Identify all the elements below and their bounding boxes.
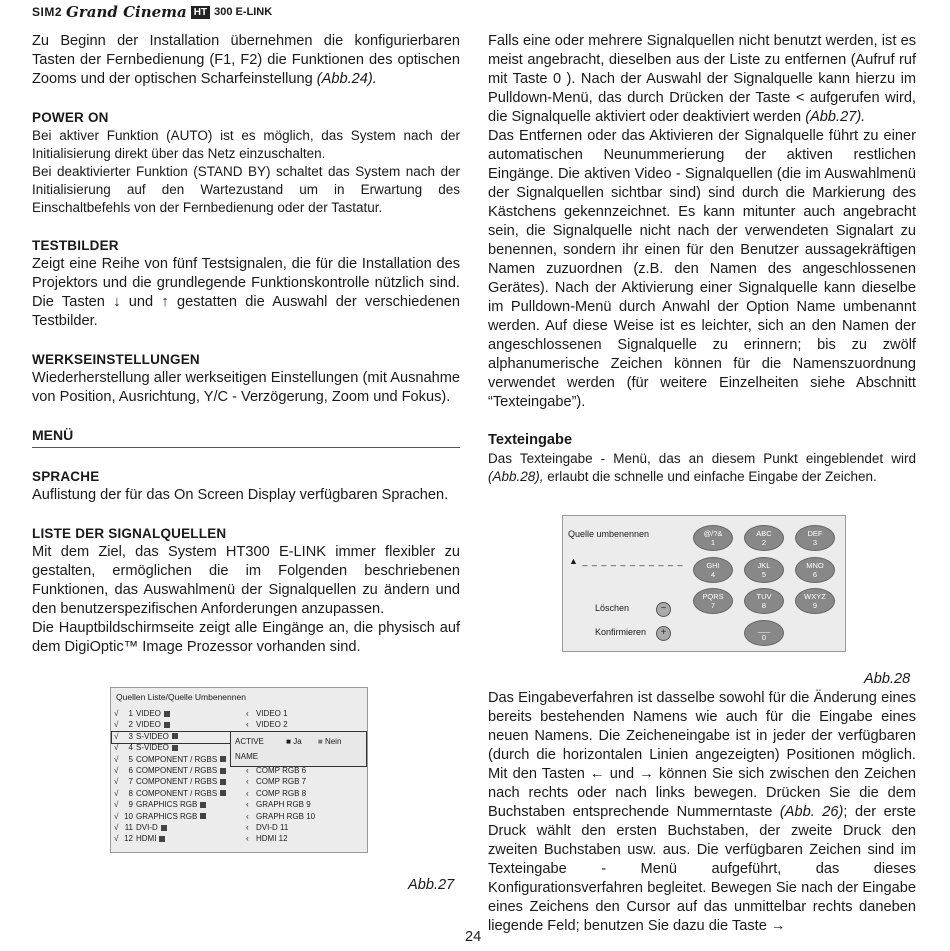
keypad-key-letters: TUV	[756, 592, 772, 601]
fig27-row-number: 12	[124, 834, 133, 844]
fig28-konfirmieren-label: Konfirmieren	[595, 627, 647, 637]
liste-heading: LISTE DER SIGNALQUELLEN	[32, 526, 227, 541]
input-number-icon	[220, 756, 226, 762]
input-number-icon	[220, 779, 226, 785]
page-header	[32, 4, 272, 20]
checkmark-icon: √	[114, 766, 119, 775]
fig27-row-number: 1	[128, 709, 133, 718]
keypad-key-letters: GHI	[706, 561, 720, 570]
keypad-key-5	[744, 557, 784, 583]
keypad-key-number: 9	[812, 601, 818, 610]
fig27-row-number: 4	[128, 743, 133, 753]
input-number-icon	[200, 802, 206, 808]
checkmark-icon: √	[114, 788, 119, 798]
keypad-key-number: 5	[761, 570, 767, 579]
fig27-popup-active-row: ACTIVE ■ Ja ■ Nein	[235, 737, 342, 746]
brand-sim2: SIM2	[32, 5, 63, 19]
chevron-left-icon: ‹	[246, 788, 249, 798]
left-column	[32, 32, 460, 657]
keypad-key-letters: ABC	[756, 529, 772, 538]
chevron-left-icon: ‹	[246, 811, 249, 821]
right-column	[488, 32, 916, 486]
fig28-dashes: ▲ _ _ _ _ _ _ _ _ _ _ _	[569, 556, 684, 566]
fig27-source-row	[114, 742, 178, 753]
input-number-icon	[161, 825, 167, 831]
fig27-row-number: 8	[128, 788, 133, 798]
fig27-name-text: COMP RGB 7	[256, 777, 307, 787]
chevron-left-icon: ‹	[246, 800, 249, 810]
sprache-paragraph: Auflistung der für das On Screen Display verfügbaren Sprachen.	[32, 487, 449, 503]
checkmark-icon: √	[114, 811, 119, 821]
keypad-key-1	[693, 525, 733, 551]
fig27-row-number: 5	[128, 754, 133, 764]
fig28-minus-icon: −	[656, 602, 671, 617]
testbilder-paragraph: Zeigt eine Reihe von fünf Testsignalen, die für die Installation des Projektors und die grundlegende Funktionskontrolle nützlich sind. Die Tasten ↓ und ↑ gestatten die Auswahl der verschiedenen Testbilder.	[32, 256, 460, 329]
fig27-source-row	[114, 788, 226, 799]
fig27-source-row	[114, 799, 206, 810]
figure-28-text-entry	[562, 515, 846, 652]
texteingabe-paragraph: Das Texteingabe - Menü, das an diesem Punkt eingeblendet wird (Abb.28), erlaubt die schnelle und einfache Eingabe der Zeichen.	[488, 451, 916, 484]
keypad-key-6	[795, 557, 835, 583]
fig27-source-row	[114, 811, 206, 822]
fig28-loeschen-label: Löschen	[595, 603, 630, 613]
input-number-icon	[164, 722, 170, 728]
fig27-name-row	[246, 833, 288, 844]
fig27-name-text: COMP RGB 6	[256, 766, 307, 775]
keypad-key-number: 1	[710, 538, 716, 547]
testbilder-heading: TESTBILDER	[32, 238, 119, 253]
keypad-key-8	[744, 588, 784, 614]
fig27-source-row	[114, 776, 226, 787]
fig27-row-label: VIDEO	[136, 720, 161, 730]
keypad-key-letters: PQRS	[702, 592, 724, 601]
fig27-name-row	[246, 822, 288, 833]
werkseinstellungen-heading: WERKSEINSTELLUNGEN	[32, 352, 200, 367]
keypad-key-0	[744, 620, 784, 646]
keypad-key-letters: ___	[757, 624, 771, 633]
fig27-name-row	[246, 719, 288, 730]
keypad-key-letters: JKL	[757, 561, 771, 570]
fig27-row-label: HDMI	[136, 834, 157, 844]
fig27-name-text: COMP RGB 8	[256, 788, 307, 798]
checkmark-icon: √	[114, 834, 119, 844]
page-number: 24	[465, 929, 482, 945]
checkmark-icon: √	[114, 731, 119, 741]
fig27-row-number: 6	[128, 766, 133, 775]
menu-heading: MENÜ	[32, 426, 460, 448]
fig27-source-row	[114, 822, 167, 833]
fig28-caption: Abb.28	[864, 671, 911, 687]
fig27-name-text: GRAPH RGB 9	[256, 800, 311, 810]
intro-paragraph: Zu Beginn der Installation übernehmen die konfigurierbaren Tasten der Fernbedienung (F1, F2) die Funktionen des optischen Zooms und der optischen Scharfeinstellung (Abb.24).	[32, 33, 460, 87]
brand-model: 300 E-LINK	[214, 6, 273, 18]
checkmark-icon: √	[114, 743, 119, 753]
keypad-key-letters: @/?&	[703, 529, 723, 538]
checkmark-icon: √	[114, 720, 119, 730]
texteingabe-heading: Texteingabe	[488, 432, 573, 448]
right-p1: Falls eine oder mehrere Signalquellen nicht benutzt werden, ist es meist angebracht, dieselben aus der Liste zu entfernen (Aufruf ruf mit Taste 0 ). Nach der Auswahl der Signalquelle kann hierzu im Pulldown-Menü, das durch Drücken der Taste < aufgerufen wird, die Signalquelle aktiviert oder deaktiviert werden (Abb.27).	[488, 33, 916, 125]
fig27-row-number: 3	[128, 731, 133, 741]
brand-grand-cinema: Grand Cinema	[66, 3, 187, 21]
keypad-key-7	[693, 588, 733, 614]
fig27-popup-name-row: NAME	[235, 752, 259, 761]
fig27-source-row	[114, 754, 226, 765]
sprache-heading: SPRACHE	[32, 469, 100, 484]
checkmark-icon: √	[114, 823, 119, 832]
fig27-row-number: 2	[128, 720, 133, 730]
keypad-key-number: 4	[710, 570, 716, 579]
keypad-key-number: 6	[812, 570, 818, 579]
keypad-key-9	[795, 588, 835, 614]
fig27-name-row	[246, 708, 288, 719]
chevron-left-icon: ‹	[246, 709, 249, 718]
fig27-row-label: COMPONENT / RGBS	[136, 754, 218, 764]
keypad-key-letters: WXYZ	[804, 592, 826, 601]
fig27-row-label: GRAPHICS RGB	[136, 800, 198, 810]
input-number-icon	[172, 745, 178, 751]
input-number-icon	[164, 711, 170, 717]
checkmark-icon: √	[114, 777, 119, 787]
fig27-row-number: 11	[124, 823, 133, 832]
liste-p2: Die Hauptbildschirmseite zeigt alle Eingänge an, die physisch auf dem DigiOptic™ Image Prozessor vorhanden sind.	[32, 620, 460, 655]
figure-27-source-list	[110, 687, 368, 853]
power-on-p1: Bei aktiver Funktion (AUTO) ist es möglich, das System nach der Initialisierung direkt über das Netz einzuschalten.	[32, 128, 460, 161]
input-number-icon	[220, 790, 226, 796]
fig27-row-number: 10	[124, 811, 133, 821]
chevron-left-icon: ‹	[246, 766, 249, 775]
chevron-left-icon: ‹	[246, 777, 249, 787]
right-column-lower	[488, 689, 916, 936]
keypad-key-number: 0	[761, 633, 767, 642]
fig27-name-text: GRAPH RGB 10	[256, 811, 316, 821]
fig27-name-row	[246, 799, 311, 810]
fig28-title: Quelle umbenennen	[568, 529, 650, 539]
fig27-row-label: S-VIDEO	[136, 731, 169, 741]
fig28-plus-icon: +	[656, 626, 671, 641]
input-number-icon	[200, 813, 206, 819]
werkseinstellungen-paragraph: Wiederherstellung aller werkseitigen Einstellungen (mit Ausnahme von Position, Ausrichtung, Y/C - Verzögerung, Zoom und Fokus).	[32, 370, 460, 405]
fig27-row-label: COMPONENT / RGBS	[136, 788, 218, 798]
liste-p1: Mit dem Ziel, das System HT300 E-LINK immer flexibler zu gestalten, ermöglichen die im Folgenden beschriebenen Funktionen, das Auswahlmenü der Signalquellen zu ändern und den benutzerspezifischen Anforderungen anzupassen.	[32, 544, 460, 617]
fig27-row-label: COMPONENT / RGBS	[136, 766, 218, 775]
fig27-title: Quellen Liste/Quelle Umbenennen	[116, 692, 246, 702]
fig27-row-label: COMPONENT / RGBS	[136, 777, 218, 787]
fig27-source-row	[114, 731, 178, 742]
input-number-icon	[220, 768, 226, 774]
fig27-row-number: 9	[128, 800, 133, 810]
fig27-row-number: 7	[128, 777, 133, 787]
right-p2: Das Entfernen oder das Aktivieren der Signalquelle führt zu einer automatischen Neunummerierung der aktiven restlichen Eingänge. Die aktiven Video - Signalquellen (die im Auswahlmenü der Signalquellen sichtbar sind) sind durch die Markierung des Kästchens gekennzeichnet. Es kann mitunter auch angebracht sein, die Signalquelle nicht nach der verwendeten Signalart zu benennen, sondern ihr einen für den Benutzer aussagekräftigen Namen zuzuordnen (z.B. den Namen des angeschlossenen Gerätes). Nach der Aktivierung einer Signalquelle kann dieselbe im Pulldown-Menü durch Anwahl der Option Name umbenannt werden. Auf diese Weise ist es leichter, sich an den Namen der angeschlossenen Signalquelle zu erinnern; bis zu zwölf alphanumerische Zeichen können für die Namenszuordnung verwendet werden (für weitere Einzelheiten siehe Abschnitt “Texteingabe”).	[488, 128, 916, 410]
fig27-name-text: HDMI 12	[256, 834, 288, 844]
keypad-key-number: 3	[812, 538, 818, 547]
fig27-row-label: VIDEO	[136, 709, 161, 718]
keypad-key-number: 8	[761, 601, 767, 610]
fig27-name-text: DVI-D 11	[256, 823, 289, 832]
keypad-key-letters: DEF	[807, 529, 823, 538]
fig27-source-row	[114, 833, 165, 844]
fig27-source-row	[114, 765, 226, 776]
fig27-name-row	[246, 765, 306, 776]
checkmark-icon: √	[114, 709, 119, 718]
keypad-key-4	[693, 557, 733, 583]
fig27-name-row	[246, 788, 306, 799]
keypad-key-number: 7	[710, 601, 716, 610]
keypad-key-letters: MNO	[806, 561, 824, 570]
fig27-name-text: VIDEO 2	[256, 720, 288, 730]
fig27-name-text: VIDEO 1	[256, 709, 288, 718]
fig27-source-row	[114, 708, 170, 719]
right-p3: Das Eingabeverfahren ist dasselbe sowohl für die Änderung eines bereits bestehenden Namens wie auch für die Eingabe eines neuen Namens. Die Zeicheneingabe ist in jeder der verfügbaren (durch die horizontalen Linien angezeigten) Positionen möglich. Mit den Tasten ← und → können Sie sich zwischen den Zeichen nach rechts oder nach links bewegen. Drücken Sie die dem Buchstaben entsprechende Nummerntaste (Abb. 26); der erste Druck wählt den ersten Buchstaben, der zweite Druck den zweiten Buchstaben usw. aus. Die verfügbaren Zeichen sind im Texteingabe - Menü aufgeführt, das dieses Konfigurationsverfahren begleitet. Bewegen Sie nach der Eingabe eines Zeichens den Cursor auf das unmittelbar rechts daneben liegende Feld; benutzen Sie dazu die Taste →	[488, 690, 917, 934]
fig27-name-row	[246, 811, 315, 822]
fig27-row-label: S-VIDEO	[136, 743, 169, 753]
chevron-left-icon: ‹	[246, 720, 249, 730]
input-number-icon	[159, 836, 165, 842]
fig27-row-label: DVI-D	[136, 823, 158, 832]
fig27-row-label: GRAPHICS RGB	[136, 811, 198, 821]
fig27-caption: Abb.27	[408, 877, 455, 893]
keypad-key-2	[744, 525, 784, 551]
chevron-left-icon: ‹	[246, 823, 249, 832]
checkmark-icon: √	[114, 800, 119, 810]
brand-ht-badge: HT	[191, 6, 210, 19]
keypad-key-number: 2	[761, 538, 767, 547]
power-on-heading: POWER ON	[32, 110, 109, 125]
fig27-source-row	[114, 719, 170, 730]
fig27-popup	[230, 731, 367, 767]
keypad-key-3	[795, 525, 835, 551]
input-number-icon	[172, 733, 178, 739]
chevron-left-icon: ‹	[246, 834, 249, 844]
power-on-p2: Bei deaktivierter Funktion (STAND BY) schaltet das System nach der Initialisierung auf den Wartezustand um in Erwartung des Einschaltbefehls von der Fernbedienung oder der Tastatur.	[32, 164, 460, 215]
checkmark-icon: √	[114, 754, 119, 764]
fig27-name-row	[246, 776, 306, 787]
